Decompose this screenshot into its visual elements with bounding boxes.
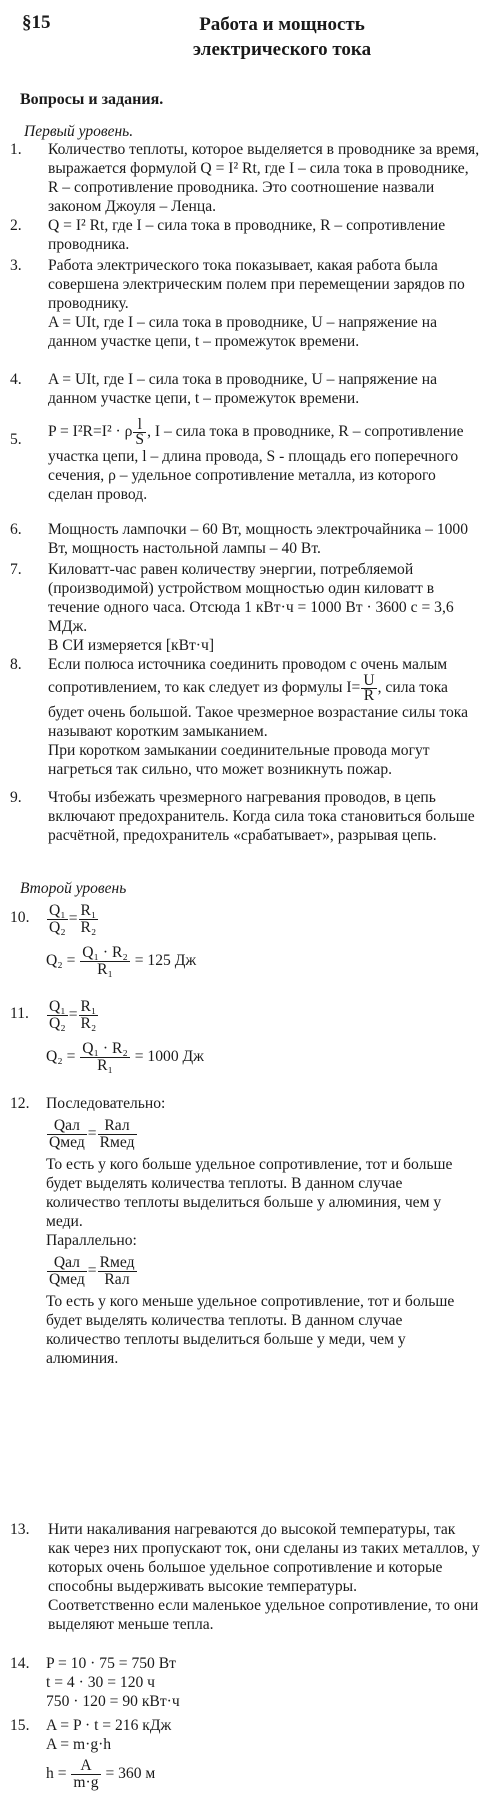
item-14 [10,1654,480,1711]
power-calc: P = 10 · 75 = 750 Вт [46,1655,176,1672]
item-number: 3. [10,257,22,274]
section-number: §15 [22,12,51,33]
section-title [132,12,432,62]
item-2 [10,216,480,254]
item-number: 1. [10,141,22,158]
section-title-line-2: электрического тока [192,39,372,60]
series-heading: Последовательно: [46,1095,166,1112]
item-12 [10,1094,480,1368]
item-text: Киловатт-час равен количеству энергии, потребляемой (производимой) устройством мощностью один киловатт в течение одного часа. Отсюда 1 кВт·ч = 1000 Вт · 3600 с = 3,6 МДж. [48,561,454,635]
section-header [20,8,490,64]
item-text-2: A = UIt, где I – сила тока в проводнике, U – напряжение на данном участке цепи, t – промежуток времени. [48,314,437,350]
item-text-2: В СИ измеряется [кВт·ч] [48,637,215,654]
item-text: Если полюса источника соединить проводом с очень малым сопротивлением, то как следует из формулы I= [48,656,448,697]
item-11 [10,994,480,1078]
item-text: Q = I² Rt, где I – сила тока в проводнике, R – сопротивление проводника. [48,217,446,253]
item-13 [10,1520,480,1634]
item-5 [10,418,480,504]
parallel-formula: $\frac{\text{Qал}}{\text{Qмед}}$ = $\frac{\text{Rмед}}{\text{Rал}}$ [49,1253,135,1288]
item-number: 4. [10,371,22,388]
item-number: 2. [10,217,22,234]
work-formula: A = m·g·h [46,1736,112,1753]
item-number: 9. [10,789,22,806]
item-text: Количество теплоты, которое выделяется в проводнике за время, выражается формулой Q = I² Rt, где I – сила тока в проводнике, R – сопротивление проводника. Это соотношение назвали законом Джоуля – Ленца. [48,141,480,215]
item-number: 12. [10,1095,30,1112]
item-text: Мощность лампочки – 60 Вт, мощность электрочайника – 1000 Вт, мощность настольной лампы – 40 Вт. [48,521,469,557]
parallel-text: То есть у кого меньше удельное сопротивление, тот и больше будет выделять количества теплоты. В данном случае количество теплоты выделиться больше у меди, чем у алюминия. [46,1293,455,1367]
item-number: 8. [10,656,22,673]
energy-calc: 750 · 120 = 90 кВт·ч [46,1693,180,1710]
item-3 [10,256,480,351]
time-calc: t = 4 · 30 = 120 ч [46,1674,156,1691]
parallel-heading: Параллельно: [46,1232,137,1249]
item-text-cont: , сила тока будет очень большой. Такое чрезмерное возрастание силы тока называют коротким замыканием. [48,679,469,740]
item-text: Нити накаливания нагреваются до высокой температуры, так как через них пропускают ток, они сделаны из таких металлов, у которых очень большое удельное сопротивление и которые способны выдерживать высокие температуры. [48,1521,480,1595]
fraction-u-over-r: $\frac{U}{R}$ [363,672,375,704]
item-text: A = UIt, где I – сила тока в проводнике, U – напряжение на данном участке цепи, t – промежуток времени. [48,371,437,407]
item-7 [10,560,480,655]
item-number: 14. [10,1655,30,1672]
item-number: 11. [10,1005,29,1022]
item-8 [10,655,480,779]
formula-power: P = I²R=I² · ρ [48,423,133,441]
height-formula: h = $\frac{A}{m\cdot g}$ = 360 м [46,1756,156,1791]
ratio-formula: $\frac{\text{Q₁}}{\text{Q₂}}$ = $\frac{\text{R₁}}{\text{R₂}}$ [49,901,97,936]
item-text-2: При коротком замыкании соединительные провода могут нагреться так сильно, что может возникнуть пожар. [48,742,430,778]
level2-title: Второй уровень [20,880,127,897]
work-calc: A = P · t = 216 кДж [46,1717,172,1734]
result-formula: Q₂ = $\frac{\text{Q₁ · R₂}}{\text{R₁}}$ = 125 Дж [46,943,197,978]
section-title-line-1: Работа и мощность [199,14,365,35]
ratio-formula: $\frac{\text{Q₁}}{\text{Q₂}}$ = $\frac{\text{R₁}}{\text{R₂}}$ [49,997,97,1032]
item-number: 13. [10,1521,30,1538]
item-number: 10. [10,909,30,926]
item-9 [10,788,480,845]
item-6 [10,520,480,558]
item-number: 6. [10,521,22,538]
item-number: 15. [10,1717,30,1734]
item-text: Чтобы избежать чрезмерного нагревания проводов, в цепь включают предохранитель. Когда сила тока становиться больше расчётной, предохранитель «срабатывает», разрывая цепь. [48,789,475,844]
questions-title: Вопросы и задания. [20,91,164,108]
series-formula: $\frac{\text{Qал}}{\text{Qмед}}$ = $\frac{\text{Rал}}{\text{Rмед}}$ [49,1116,135,1151]
item-10 [10,898,480,982]
fraction-l-over-s: $\frac{l}{S}$ [135,416,145,448]
item-text: , I – сила тока в проводнике, R – сопротивление участка цепи, l – длина провода, S - площадь его поперечного сечения, ρ – удельное сопротивление металла, из которого сделан провод. [48,423,464,503]
item-15 [10,1716,480,1794]
item-text: Работа электрического тока показывает, какая работа была совершена электрическим полем при перемещении зарядов по проводнику. [48,257,465,312]
item-number: 5. [10,431,22,448]
item-1 [10,140,480,216]
item-number: 7. [10,561,22,578]
level1-title: Первый уровень. [24,123,134,140]
item-text-2: Соответственно если маленькое удельное сопротивление, то они выделяют меньше тепла. [48,1597,479,1633]
result-formula: Q₂ = $\frac{\text{Q₁ · R₂}}{\text{R₁}}$ = 1000 Дж [46,1039,204,1074]
series-text: То есть у кого больше удельное сопротивление, тот и больше будет выделять количества теплоты. В данном случае количество теплоты выделиться больше у алюминия, чем у меди. [46,1156,453,1230]
item-4 [10,370,480,408]
